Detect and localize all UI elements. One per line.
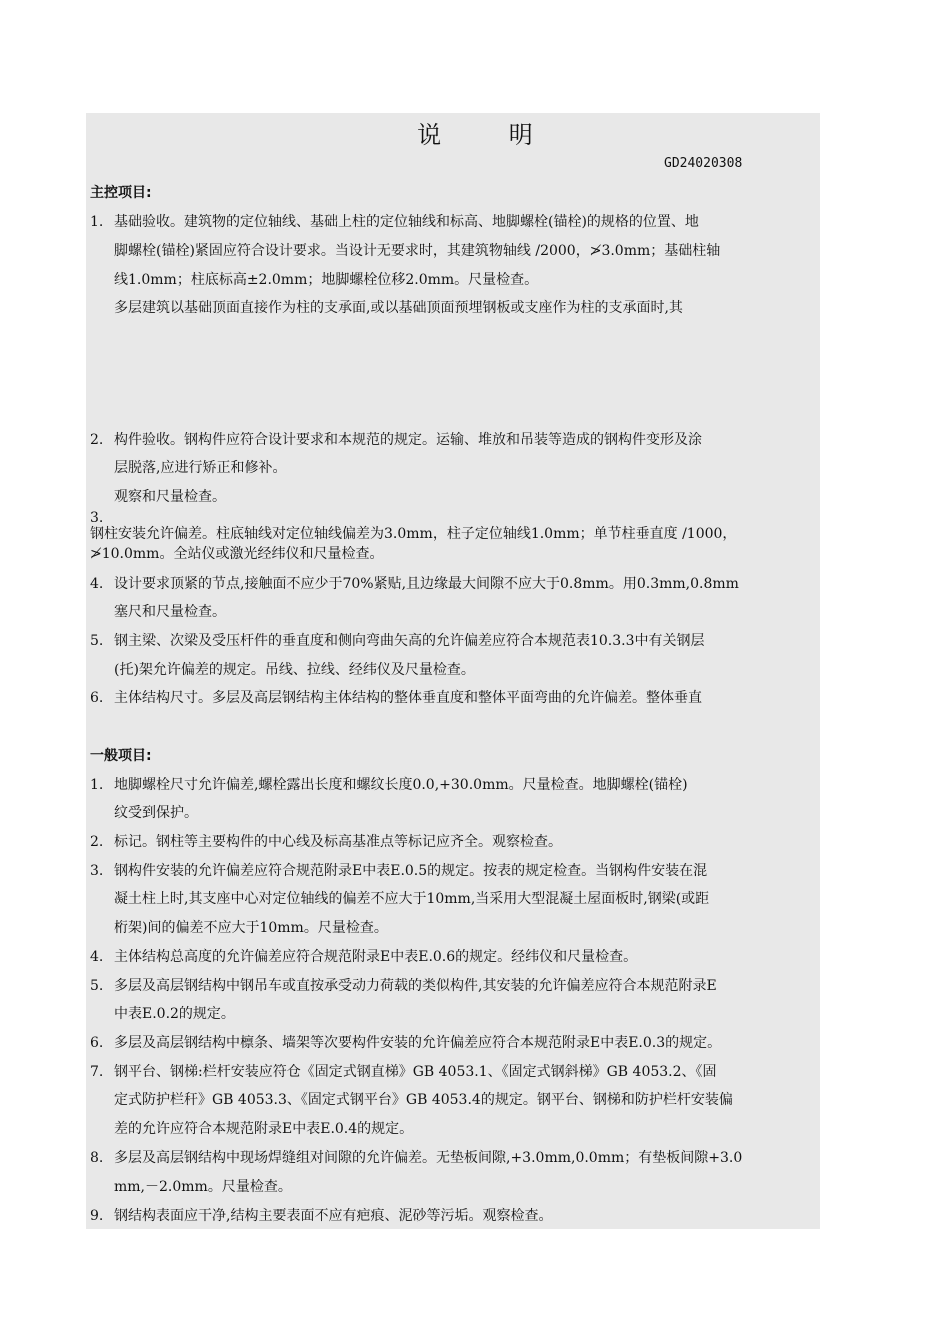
item-number: 3.: [90, 863, 104, 879]
page-title: 说 明: [417, 121, 563, 149]
item-text: 桁架)间的偏差不应大于10mm。尺量检查。: [114, 920, 388, 936]
item-text: (托)架允许偏差的规定。吊线、拉线、经纬仪及尺量检查。: [114, 662, 475, 678]
item-number: 9.: [90, 1208, 104, 1224]
item-text: 中表E.0.2的规定。: [114, 1006, 235, 1022]
item-text: 主体结构总高度的允许偏差应符合规范附录E中表E.0.6的规定。经纬仪和尺量检查。: [114, 949, 638, 965]
item-text: 定式防护栏秆》GB 4053.3、《固定式钢平台》GB 4053.4的规定。钢平台、钢梯和防护栏杆安装偏: [114, 1092, 733, 1108]
item-number: 3.: [90, 510, 104, 526]
item-number: 2.: [90, 432, 104, 448]
item-text: ≯10.0mm。全站仪或激光经纬仪和尺量检查。: [90, 546, 384, 562]
item-number: 7.: [90, 1064, 104, 1080]
item-text: 钢结构表面应干净,结构主要表面不应有疤痕、泥砂等污垢。观察检查。: [114, 1208, 553, 1224]
item-number: 6.: [90, 1035, 104, 1051]
section-heading-general: 一般项目:: [90, 748, 152, 764]
item-text: 主体结构尺寸。多层及高层钢结构主体结构的整体垂直度和整体平面弯曲的允许偏差。整体垂直: [114, 690, 702, 706]
item-text: 差的允许应符合本规范附录E中表E.0.4的规定。: [114, 1121, 414, 1137]
item-number: 4.: [90, 949, 104, 965]
item-text: 线1.0mm；柱底标高±2.0mm；地脚螺栓位移2.0mm。尺量检查。: [114, 272, 539, 288]
item-text: 脚螺栓(锚栓)紧固应符合设计要求。当设计无要求时，其建筑物轴线 /2000，≯3.0mm；基础柱轴: [114, 243, 721, 259]
item-number: 1.: [90, 777, 104, 793]
item-number: 2.: [90, 834, 104, 850]
item-number: 4.: [90, 576, 104, 592]
item-text: 塞尺和尺量检查。: [114, 604, 226, 620]
item-text: 基础验收。建筑物的定位轴线、基础上柱的定位轴线和标高、地脚螺栓(锚栓)的规格的位置、地: [114, 214, 699, 230]
item-text: 钢平台、钢梯:栏杆安装应符仓《固定式钢直梯》GB 4053.1、《固定式钢斜梯》GB 4053.2、《固: [114, 1064, 717, 1080]
item-text: 多层及高层钢结构中钢吊车或直按承受动力荷载的类似构件,其安装的允许偏差应符合本规范附录E: [114, 978, 717, 994]
item-text: 钢主梁、次梁及受压杆件的垂直度和侧向弯曲矢高的允许偏差应符合本规范表10.3.3中有关钢层: [114, 633, 705, 649]
item-number: 5.: [90, 633, 104, 649]
item-number: 8.: [90, 1150, 104, 1166]
item-text: 多层及高层钢结构中现场焊缝组对间隙的允许偏差。无垫板间隙,+3.0mm,0.0mm；有垫板间隙+3.0: [114, 1150, 743, 1166]
item-number: 5.: [90, 978, 104, 994]
item-number: 6.: [90, 690, 104, 706]
item-text: 构件验收。钢构件应符合设计要求和本规范的规定。运输、堆放和吊装等造成的钢构件变形及涂: [114, 432, 702, 448]
document-code: GD24020308: [664, 156, 743, 171]
item-text: 钢构件安装的允许偏差应符合规范附录E中表E.0.5的规定。按表的规定检查。当钢构件安装在混: [114, 863, 708, 879]
item-text: 层脱落,应进行矫正和修补。: [114, 460, 287, 476]
item-text: 凝土柱上时,其支座中心对定位轴线的偏差不应大于10mm,当采用大型混凝土屋面板时,钢梁(或距: [114, 891, 710, 907]
item-text: 钢柱安装允许偏差。柱底轴线对定位轴线偏差为3.0mm，柱子定位轴线1.0mm；单节柱垂直度 /1000，: [90, 526, 737, 542]
item-text: 观察和尺量检查。: [114, 489, 226, 505]
item-text: 多层及高层钢结构中檩条、墙架等次要构件安装的允许偏差应符合本规范附录E中表E.0.3的规定。: [114, 1035, 722, 1051]
item-text: 地脚螺栓尺寸允许偏差,螺栓露出长度和螺纹长度0.0,+30.0mm。尺量检查。地脚螺栓(锚栓): [114, 777, 688, 793]
item-text: 标记。钢柱等主要构件的中心线及标高基准点等标记应齐全。观察检查。: [114, 834, 562, 850]
item-text: mm,－2.0mm。尺量检查。: [114, 1179, 292, 1195]
item-text: 纹受到保护。: [114, 805, 198, 821]
section-heading-main: 主控项目:: [90, 185, 152, 201]
item-text: 设计要求顶紧的节点,接触面不应少于70%紧贴,且边缘最大间隙不应大于0.8mm。用0.3mm,0.8mm: [114, 576, 739, 592]
item-number: 1.: [90, 214, 104, 230]
item-text: 多层建筑以基础顶面直接作为柱的支承面,或以基础顶面预埋钢板或支座作为柱的支承面时,其: [114, 300, 683, 316]
